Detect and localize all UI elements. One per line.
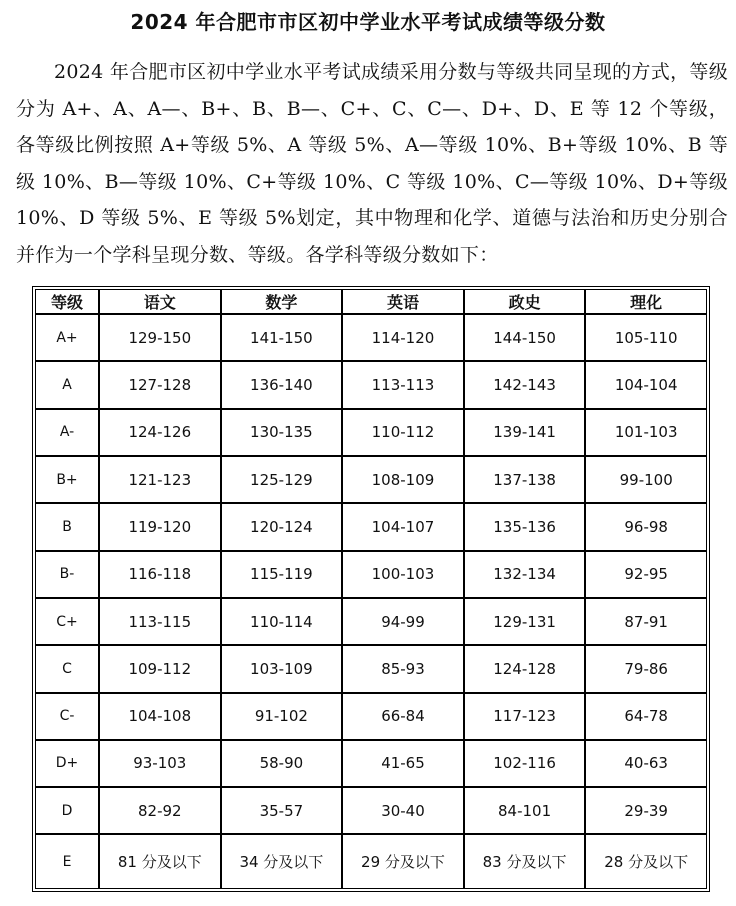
math-cell: 34 分及以下 bbox=[221, 834, 343, 889]
grade-table-frame bbox=[32, 286, 710, 892]
politics-history-cell: 129-131 bbox=[464, 598, 586, 645]
chinese-cell: 116-118 bbox=[99, 551, 221, 598]
physics-chemistry-cell: 79-86 bbox=[585, 645, 707, 692]
politics-history-cell: 102-116 bbox=[464, 740, 586, 787]
english-cell: 66-84 bbox=[342, 693, 464, 740]
math-cell: 125-129 bbox=[221, 456, 343, 503]
table-row bbox=[35, 503, 707, 550]
math-cell: 115-119 bbox=[221, 551, 343, 598]
intro-paragraph: 2024 年合肥市区初中学业水平考试成绩采用分数与等级共同呈现的方式，等级分为 A+、A、A—、B+、B、B—、C+、C、C—、D+、D、E 等 12 个等级，各等级比例按照 A+等级 5%、A 等级 5%、A—等级 10%、B+等级 10%、B 等级 10%、B—等级 10%、C+等级 10%、C 等级 10%、C—等级 10%、D+等级 10%、D 等级 5%、E 等级 5%划定，其中物理和化学、道德与法治和历史分别合并作为一个学科呈现分数、等级。各学科等级分数如下： bbox=[16, 61, 728, 266]
english-cell: 114-120 bbox=[342, 314, 464, 361]
politics-history-cell: 144-150 bbox=[464, 314, 586, 361]
english-cell: 41-65 bbox=[342, 740, 464, 787]
table-row bbox=[35, 314, 707, 361]
chinese-cell: 113-115 bbox=[99, 598, 221, 645]
chinese-cell: 82-92 bbox=[99, 787, 221, 834]
physics-chemistry-cell: 104-104 bbox=[585, 361, 707, 408]
table-header-row bbox=[35, 289, 707, 314]
grade-level-cell: A bbox=[35, 361, 99, 408]
physics-chemistry-cell: 40-63 bbox=[585, 740, 707, 787]
math-cell: 110-114 bbox=[221, 598, 343, 645]
grade-level-cell: A- bbox=[35, 409, 99, 456]
chinese-cell: 129-150 bbox=[99, 314, 221, 361]
english-cell: 29 分及以下 bbox=[342, 834, 464, 889]
math-cell: 91-102 bbox=[221, 693, 343, 740]
table-row bbox=[35, 645, 707, 692]
header-politics-history: 政史 bbox=[464, 289, 586, 314]
grade-level-cell: C bbox=[35, 645, 99, 692]
math-cell: 136-140 bbox=[221, 361, 343, 408]
header-chinese: 语文 bbox=[99, 289, 221, 314]
physics-chemistry-cell: 105-110 bbox=[585, 314, 707, 361]
politics-history-cell: 132-134 bbox=[464, 551, 586, 598]
politics-history-cell: 117-123 bbox=[464, 693, 586, 740]
math-cell: 120-124 bbox=[221, 503, 343, 550]
english-cell: 100-103 bbox=[342, 551, 464, 598]
politics-history-cell: 83 分及以下 bbox=[464, 834, 586, 889]
politics-history-cell: 84-101 bbox=[464, 787, 586, 834]
physics-chemistry-cell: 29-39 bbox=[585, 787, 707, 834]
grade-level-cell: B- bbox=[35, 551, 99, 598]
chinese-cell: 119-120 bbox=[99, 503, 221, 550]
chinese-cell: 109-112 bbox=[99, 645, 221, 692]
grade-level-cell: A+ bbox=[35, 314, 99, 361]
header-english: 英语 bbox=[342, 289, 464, 314]
english-cell: 113-113 bbox=[342, 361, 464, 408]
english-cell: 108-109 bbox=[342, 456, 464, 503]
chinese-cell: 104-108 bbox=[99, 693, 221, 740]
chinese-cell: 124-126 bbox=[99, 409, 221, 456]
math-cell: 35-57 bbox=[221, 787, 343, 834]
physics-chemistry-cell: 99-100 bbox=[585, 456, 707, 503]
grade-level-cell: B bbox=[35, 503, 99, 550]
chinese-cell: 121-123 bbox=[99, 456, 221, 503]
physics-chemistry-cell: 64-78 bbox=[585, 693, 707, 740]
english-cell: 85-93 bbox=[342, 645, 464, 692]
grade-level-cell: B+ bbox=[35, 456, 99, 503]
table-body bbox=[35, 314, 707, 889]
politics-history-cell: 124-128 bbox=[464, 645, 586, 692]
politics-history-cell: 139-141 bbox=[464, 409, 586, 456]
english-cell: 94-99 bbox=[342, 598, 464, 645]
grade-level-cell: C- bbox=[35, 693, 99, 740]
table-row bbox=[35, 551, 707, 598]
physics-chemistry-cell: 87-91 bbox=[585, 598, 707, 645]
physics-chemistry-cell: 92-95 bbox=[585, 551, 707, 598]
table-row bbox=[35, 740, 707, 787]
grade-level-cell: D+ bbox=[35, 740, 99, 787]
math-cell: 58-90 bbox=[221, 740, 343, 787]
grade-score-table bbox=[35, 289, 707, 889]
grade-level-cell: E bbox=[35, 834, 99, 889]
chinese-cell: 93-103 bbox=[99, 740, 221, 787]
table-row bbox=[35, 834, 707, 889]
table-row bbox=[35, 598, 707, 645]
header-math: 数学 bbox=[221, 289, 343, 314]
english-cell: 30-40 bbox=[342, 787, 464, 834]
chinese-cell: 81 分及以下 bbox=[99, 834, 221, 889]
table-row bbox=[35, 361, 707, 408]
header-level: 等级 bbox=[35, 289, 99, 314]
header-physics-chemistry: 理化 bbox=[585, 289, 707, 314]
grade-level-cell: D bbox=[35, 787, 99, 834]
math-cell: 103-109 bbox=[221, 645, 343, 692]
table-row bbox=[35, 456, 707, 503]
math-cell: 141-150 bbox=[221, 314, 343, 361]
politics-history-cell: 142-143 bbox=[464, 361, 586, 408]
page-title: 2024 年合肥市市区初中学业水平考试成绩等级分数 bbox=[130, 10, 606, 34]
chinese-cell: 127-128 bbox=[99, 361, 221, 408]
math-cell: 130-135 bbox=[221, 409, 343, 456]
english-cell: 110-112 bbox=[342, 409, 464, 456]
table-row bbox=[35, 409, 707, 456]
grade-level-cell: C+ bbox=[35, 598, 99, 645]
table-row bbox=[35, 787, 707, 834]
english-cell: 104-107 bbox=[342, 503, 464, 550]
politics-history-cell: 137-138 bbox=[464, 456, 586, 503]
table-row bbox=[35, 693, 707, 740]
politics-history-cell: 135-136 bbox=[464, 503, 586, 550]
physics-chemistry-cell: 101-103 bbox=[585, 409, 707, 456]
physics-chemistry-cell: 96-98 bbox=[585, 503, 707, 550]
physics-chemistry-cell: 28 分及以下 bbox=[585, 834, 707, 889]
